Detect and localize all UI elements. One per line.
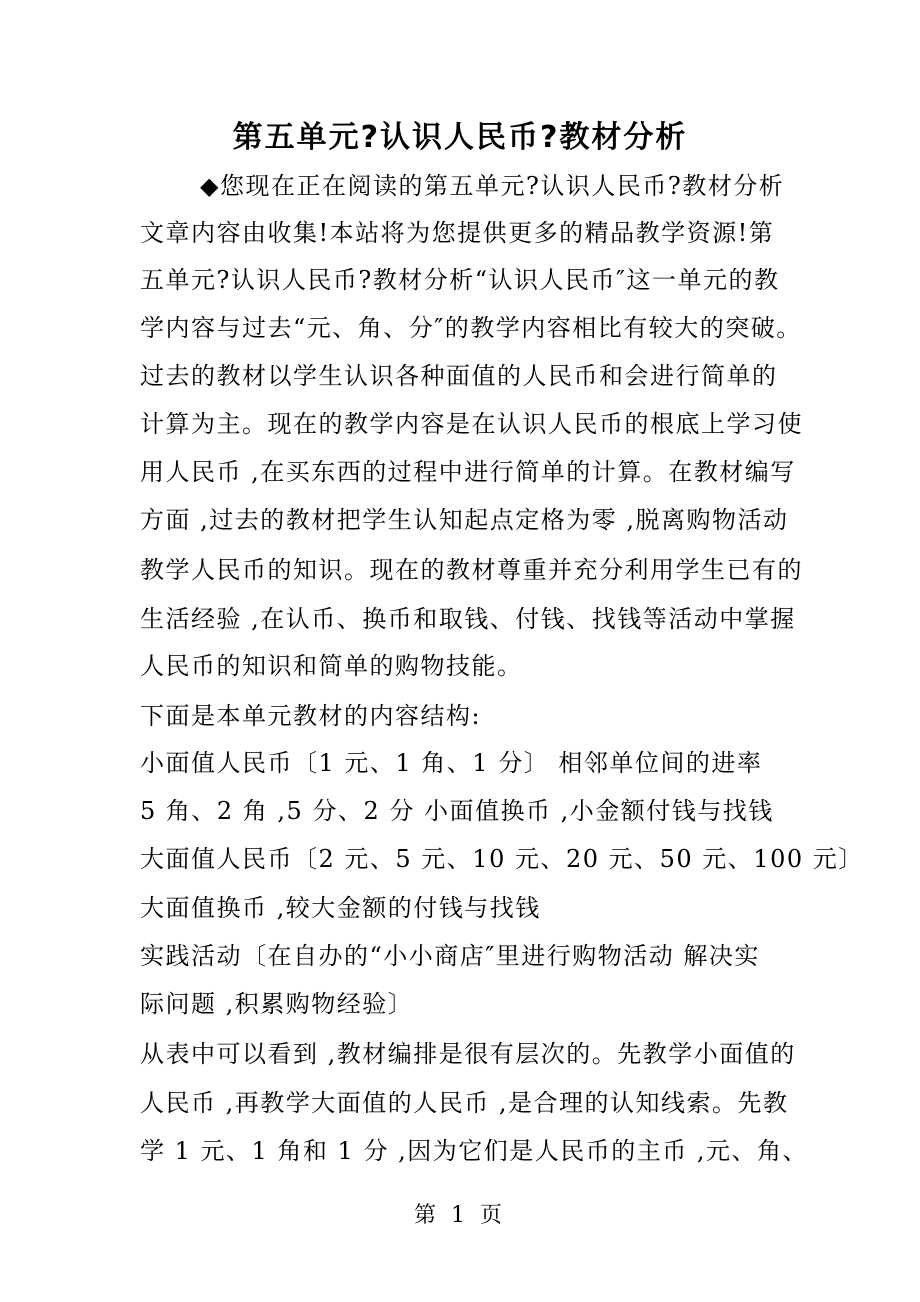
paragraph-line: 用人民币 ,在买东西的过程中进行简单的计算。在教材编写 bbox=[140, 458, 796, 486]
paragraph-line: 学 1 元、1 角和 1 分 ,因为它们是人民币的主币 ,元、角、 bbox=[140, 1137, 808, 1165]
paragraph-line: 文章内容由收集!本站将为您提供更多的精品教学资源!第 bbox=[140, 219, 775, 247]
structure-item: 际问题 ,积累购物经验〕 bbox=[140, 990, 414, 1018]
paragraph-line: 方面 ,过去的教材把学生认知起点定格为零 ,脱离购物活动 bbox=[140, 506, 789, 534]
paragraph-line: 生活经验 ,在认币、换币和取钱、付钱、找钱等活动中掌握 bbox=[140, 605, 796, 633]
structure-item: 大面值换币 ,较大金额的付钱与找钱 bbox=[140, 894, 541, 922]
paragraph-line: 从表中可以看到 ,教材编排是很有层次的。先教学小面值的 bbox=[140, 1040, 796, 1068]
structure-item: 5 角、2 角 ,5 分、2 分 小面值换币 ,小金额付钱与找钱 bbox=[140, 797, 774, 825]
structure-item: 大面值人民币〔2 元、5 元、10 元、20 元、50 元、100 元〕 bbox=[140, 845, 864, 873]
paragraph-line: 计算为主。现在的教学内容是在认识人民币的根底上学习使 bbox=[140, 410, 803, 438]
paragraph-line: 人民币 ,再教学大面值的人民币 ,是合理的认知线索。先教 bbox=[140, 1089, 789, 1117]
paragraph-line: 教学人民币的知识。现在的教材尊重并充分利用学生已有的 bbox=[140, 556, 803, 584]
structure-item: 小面值人民币〔1 元、1 角、1 分〕 相邻单位间的进率 bbox=[140, 749, 763, 777]
paragraph-line: ◆您现在正在阅读的第五单元?认识人民币?教材分析 bbox=[200, 172, 785, 200]
paragraph-line: 学内容与过去“元、角、分″的教学内容相比有较大的突破。 bbox=[140, 314, 802, 342]
structure-intro: 下面是本单元教材的内容结构: bbox=[140, 702, 482, 730]
document-title: 第五单元?认识人民币?教材分析 bbox=[232, 120, 688, 155]
paragraph-line: 过去的教材以学生认识各种面值的人民币和会进行简单的 bbox=[140, 362, 778, 390]
page-number: 第 1 页 bbox=[414, 1203, 506, 1228]
structure-item: 实践活动〔在自办的“小小商店″里进行购物活动 解决实 bbox=[140, 942, 760, 970]
paragraph-line: 五单元?认识人民币?教材分析“认识人民币″这一单元的教 bbox=[140, 266, 780, 294]
paragraph-line: 人民币的知识和简单的购物技能。 bbox=[140, 652, 523, 680]
